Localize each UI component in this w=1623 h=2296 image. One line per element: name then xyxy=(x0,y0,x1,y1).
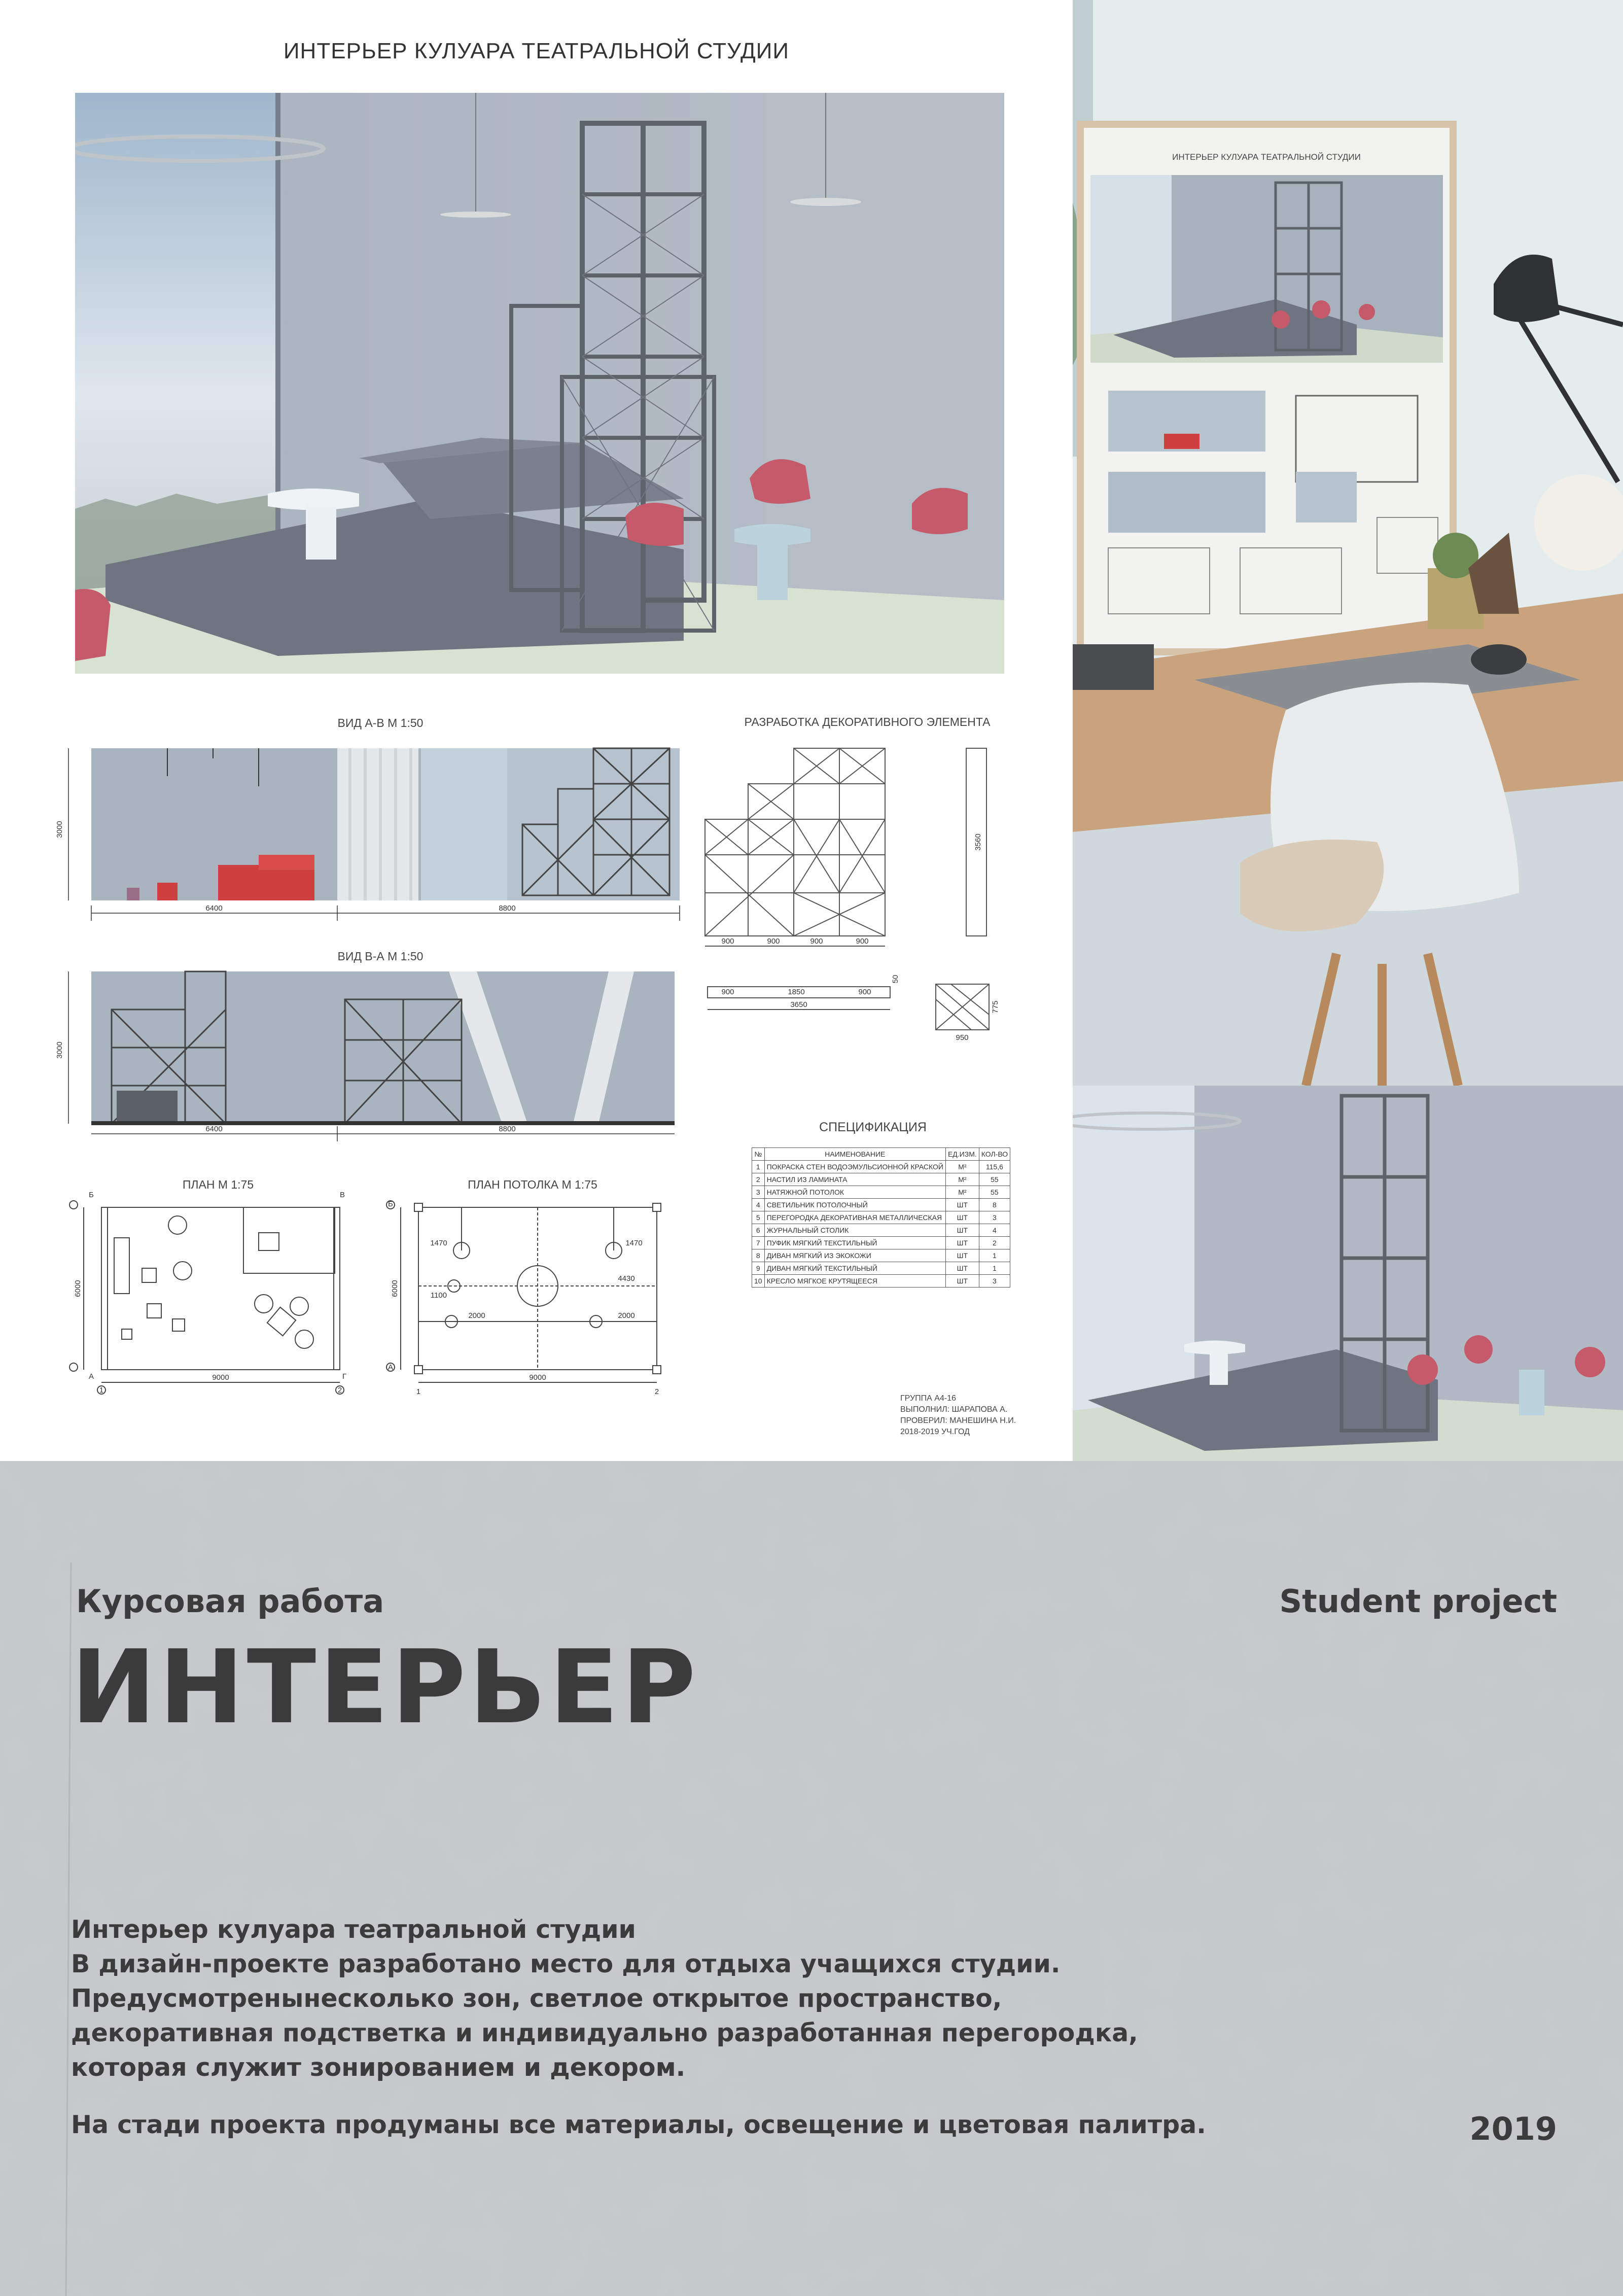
sheet-title: ИНТЕРЬЕР КУЛУАРА ТЕАТРАЛЬНОЙ СТУДИИ xyxy=(283,39,790,63)
spec-cell: 6 xyxy=(752,1224,765,1237)
desc-line-3: Предусмотренынесколько зон, светлое открытое пространство, xyxy=(71,1984,1002,2013)
spec-cell: 7 xyxy=(752,1237,765,1249)
project-sheet xyxy=(0,0,1073,1461)
plan-axis-a: А xyxy=(89,1372,94,1381)
spec-cell: НАТЯЖНОЙ ПОТОЛОК xyxy=(764,1186,945,1199)
ceiling-dim-width: 9000 xyxy=(529,1373,546,1382)
spec-cell: 3 xyxy=(752,1186,765,1199)
elevation-ba-width-1: 6400 xyxy=(205,1125,223,1133)
ceiling-axis-a: А xyxy=(388,1363,394,1372)
spec-cell: ПУФИК МЯГКИЙ ТЕКСТИЛЬНЫЙ xyxy=(764,1237,945,1249)
decor-dim-900-3: 900 xyxy=(810,937,823,946)
plan-axis-2: 2 xyxy=(337,1386,342,1395)
caption-block xyxy=(900,1393,1016,1438)
spec-header-row xyxy=(752,1148,1010,1161)
spec-cell: СВЕТИЛЬНИК ПОТОЛОЧНЫЙ xyxy=(764,1199,945,1211)
plan-dim-width: 9000 xyxy=(212,1373,229,1382)
spec-cell: 4 xyxy=(752,1199,765,1211)
desc-line-4: декоративная подстветка и индивидуально разработанная перегородка, xyxy=(71,2019,1138,2047)
ceiling-dim-height: 6000 xyxy=(391,1280,399,1297)
spec-header-cell: НАИМЕНОВАНИЕ xyxy=(764,1148,945,1161)
table-row xyxy=(752,1211,1010,1224)
spec-cell: 2 xyxy=(752,1173,765,1186)
decor-dim-height: 3560 xyxy=(974,833,982,851)
spec-cell: 9 xyxy=(752,1262,765,1275)
spec-cell: ЖУРНАЛЬНЫЙ СТОЛИК xyxy=(764,1224,945,1237)
decor-dim-900-5: 900 xyxy=(721,988,734,996)
interior-photo xyxy=(1073,1086,1623,1461)
elevation-ab-height: 3000 xyxy=(55,821,64,838)
elevation-ab xyxy=(51,738,690,931)
desk-mockup-photo xyxy=(1073,0,1623,1086)
spec-cell: 8 xyxy=(979,1199,1010,1211)
spec-cell: 1 xyxy=(979,1249,1010,1262)
plan-dim-height: 6000 xyxy=(74,1280,82,1297)
spec-cell: М² xyxy=(945,1161,979,1173)
spec-cell: 3 xyxy=(979,1211,1010,1224)
spec-cell: 5 xyxy=(752,1211,765,1224)
decor-dim-950: 950 xyxy=(956,1033,969,1042)
description-panel xyxy=(0,1461,1623,2296)
ceiling-dim-1470-1: 1470 xyxy=(430,1239,447,1247)
ceiling-axis-b: Б xyxy=(388,1200,393,1208)
desc-line-1: Интерьер кулуара театральной студии xyxy=(71,1915,636,1944)
decor-dim-900-1: 900 xyxy=(721,937,734,946)
spec-cell: 2 xyxy=(979,1237,1010,1249)
spec-cell: ПОКРАСКА СТЕН ВОДОЭМУЛЬСИОННОЙ КРАСКОЙ xyxy=(764,1161,945,1173)
spec-cell: ПЕРЕГОРОДКА ДЕКОРАТИВНАЯ МЕТАЛЛИЧЕСКАЯ xyxy=(764,1211,945,1224)
spec-cell: НАСТИЛ ИЗ ЛАМИНАТА xyxy=(764,1173,945,1186)
spec-cell: 55 xyxy=(979,1186,1010,1199)
spec-header-cell: № xyxy=(752,1148,765,1161)
decor-title: РАЗРАБОТКА ДЕКОРАТИВНОГО ЭЛЕМЕНТА xyxy=(744,715,991,728)
plan-axis-g: Г xyxy=(342,1372,347,1381)
main-title: ИНТЕРЬЕР xyxy=(71,1628,699,1747)
decor-dim-3650: 3650 xyxy=(790,1000,807,1009)
table-row xyxy=(752,1199,1010,1211)
table-row xyxy=(752,1186,1010,1199)
decor-dim-900-2: 900 xyxy=(767,937,780,946)
spec-cell: ШТ xyxy=(945,1275,979,1288)
decor-dim-775: 775 xyxy=(991,1000,1000,1014)
ceiling-dim-2000-1: 2000 xyxy=(468,1311,485,1320)
spec-cell: ШТ xyxy=(945,1224,979,1237)
mini-poster-title: ИНТЕРЬЕР КУЛУАРА ТЕАТРАЛЬНОЙ СТУДИИ xyxy=(1172,152,1361,162)
photo-column xyxy=(1073,0,1623,1461)
plan-axis-1: 1 xyxy=(99,1386,104,1395)
elevation-ba-width-2: 8800 xyxy=(499,1125,516,1133)
spec-cell: ШТ xyxy=(945,1237,979,1249)
course-label: Курсовая работа xyxy=(76,1583,384,1620)
plan-axis-v: В xyxy=(340,1191,345,1199)
view-ba-title: ВИД В-А М 1:50 xyxy=(337,950,424,963)
floor-plan xyxy=(66,1187,360,1400)
table-row xyxy=(752,1262,1010,1275)
table-row xyxy=(752,1161,1010,1173)
plan-title: ПЛАН М 1:75 xyxy=(182,1178,254,1191)
ceiling-dim-4430: 4430 xyxy=(618,1274,635,1283)
ceiling-axis-1: 1 xyxy=(416,1387,421,1396)
spec-cell: ШТ xyxy=(945,1262,979,1275)
decor-dim-1850: 1850 xyxy=(788,988,805,996)
spec-cell: 4 xyxy=(979,1224,1010,1237)
description xyxy=(71,1912,1138,2085)
ceiling-title: ПЛАН ПОТОЛКА М 1:75 xyxy=(468,1178,597,1191)
elevation-ab-width-1: 6400 xyxy=(205,904,223,913)
table-row xyxy=(752,1224,1010,1237)
elevation-ba xyxy=(51,969,690,1152)
desc-summary: На стади проекта продуманы все материалы, освещение и цветовая палитра. xyxy=(71,2110,1206,2139)
spec-cell: ШТ xyxy=(945,1199,979,1211)
ceiling-dim-1470-2: 1470 xyxy=(625,1239,643,1247)
ceiling-axis-2: 2 xyxy=(654,1387,659,1396)
spec-cell: М² xyxy=(945,1173,979,1186)
spec-cell: ДИВАН МЯГКИЙ ИЗ ЭКОКОЖИ xyxy=(764,1249,945,1262)
spec-cell: М² xyxy=(945,1186,979,1199)
view-ab-title: ВИД А-В М 1:50 xyxy=(337,716,424,729)
ceiling-dim-2000-2: 2000 xyxy=(618,1311,635,1320)
spec-cell: КРЕСЛО МЯГКОЕ КРУТЯЩЕЕСЯ xyxy=(764,1275,945,1288)
spec-cell: ШТ xyxy=(945,1249,979,1262)
caption-author: ВЫПОЛНИЛ: ШАРАПОВА А. xyxy=(900,1405,1008,1414)
spec-cell: 10 xyxy=(752,1275,765,1288)
decor-dim-900-6: 900 xyxy=(858,988,871,996)
spec-cell: ДИВАН МЯГКИЙ ТЕКСТИЛЬНЫЙ xyxy=(764,1262,945,1275)
elevation-ab-width-2: 8800 xyxy=(499,904,516,913)
plan-axis-b: Б xyxy=(89,1191,94,1199)
spec-title: СПЕЦИФИКАЦИЯ xyxy=(819,1120,927,1134)
year-label: 2019 xyxy=(1469,2110,1557,2147)
decor-dim-50: 50 xyxy=(891,975,900,984)
caption-checker: ПРОВЕРИЛ: МАНЕШИНА Н.И. xyxy=(900,1416,1016,1425)
spec-cell: 3 xyxy=(979,1275,1010,1288)
student-label: Student project xyxy=(1279,1583,1557,1620)
decor-drawing xyxy=(702,746,1007,1050)
elevation-ba-height: 3000 xyxy=(55,1041,64,1059)
spec-cell: 1 xyxy=(979,1262,1010,1275)
spec-cell: 115,6 xyxy=(979,1161,1010,1173)
spec-cell: 8 xyxy=(752,1249,765,1262)
table-row xyxy=(752,1173,1010,1186)
table-row xyxy=(752,1249,1010,1262)
desc-line-5: которая служит зонированием и декором. xyxy=(71,2053,686,2082)
spec-cell: 1 xyxy=(752,1161,765,1173)
desc-line-2: В дизайн-проекте разработано место для отдыха учащихся студии. xyxy=(71,1950,1061,1978)
spec-header-cell: ЕД.ИЗМ. xyxy=(945,1148,979,1161)
spec-header-cell: КОЛ-ВО xyxy=(979,1148,1010,1161)
spec-cell: ШТ xyxy=(945,1211,979,1224)
table-row xyxy=(752,1237,1010,1249)
decor-dim-900-4: 900 xyxy=(856,937,869,946)
main-render xyxy=(75,93,1004,674)
ceiling-dim-1100: 1100 xyxy=(430,1291,447,1300)
spec-cell: 55 xyxy=(979,1173,1010,1186)
caption-year: 2018-2019 УЧ.ГОД xyxy=(900,1428,970,1436)
table-row xyxy=(752,1275,1010,1288)
ceiling-plan xyxy=(383,1187,687,1400)
spec-table xyxy=(752,1147,1010,1288)
caption-group: ГРУППА А4-16 xyxy=(900,1394,956,1403)
